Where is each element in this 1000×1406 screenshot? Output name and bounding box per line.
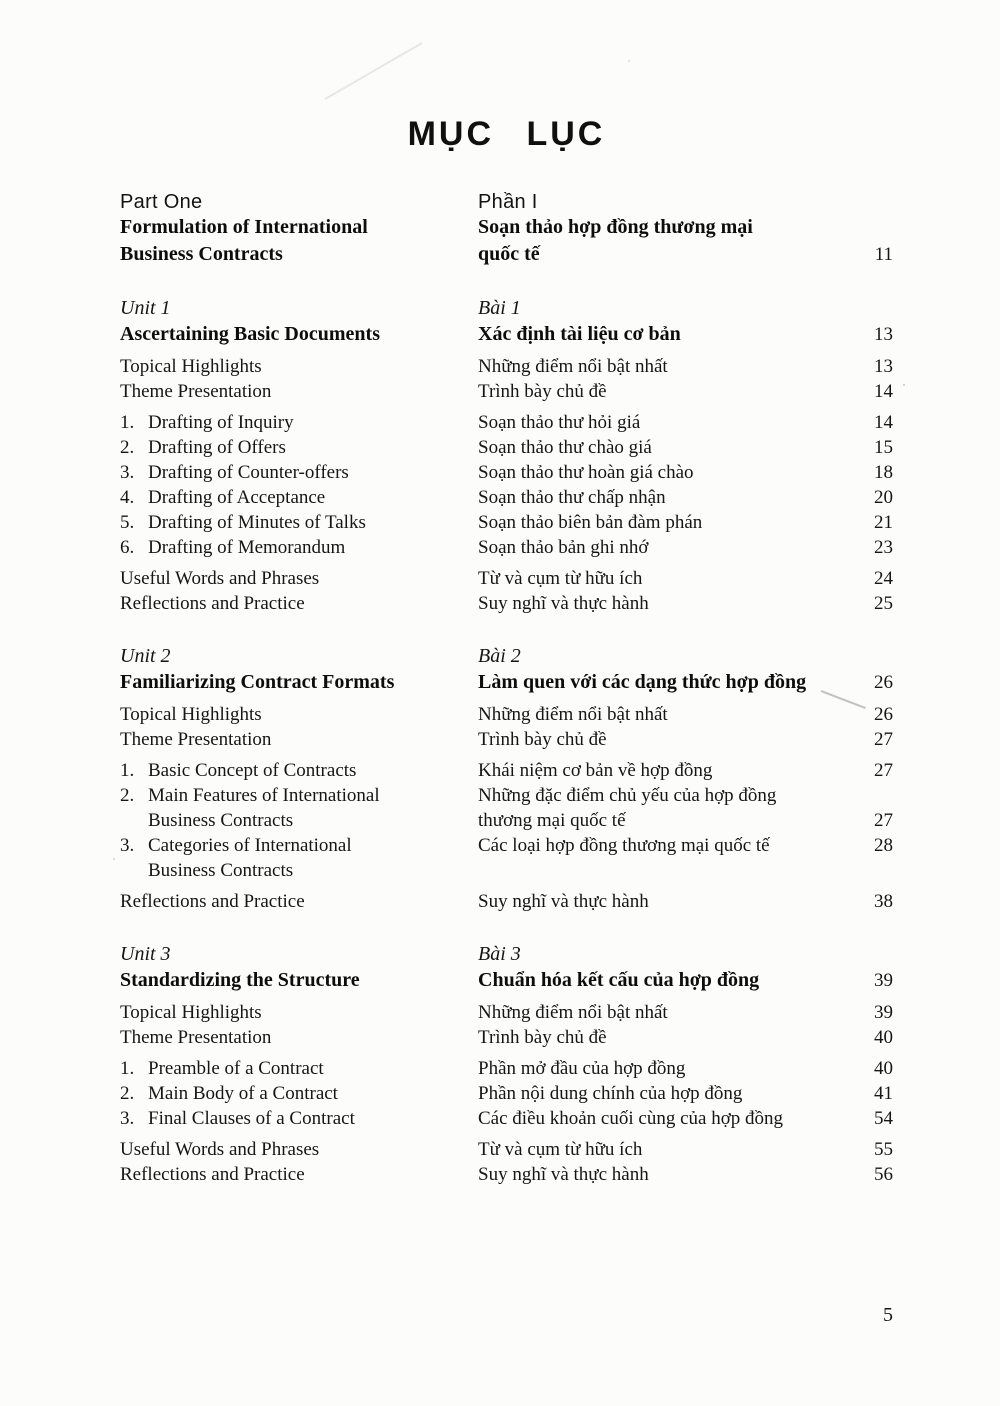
toc-line: [120, 783, 478, 808]
vietnamese-cell: [478, 566, 847, 591]
toc-line: Reflections and Practice: [120, 593, 305, 614]
toc-block: [120, 758, 893, 883]
toc-line: Reflections and Practice: [120, 891, 305, 912]
toc-line: Business Contracts: [120, 243, 283, 265]
toc-line: Từ và cụm từ hữu ích: [478, 568, 643, 589]
vietnamese-cell: [478, 727, 847, 752]
toc-line: Soạn thảo hợp đồng thương mại: [478, 216, 753, 238]
page-number-cell: [847, 889, 893, 914]
english-cell: [120, 833, 478, 883]
vietnamese-cell: [478, 643, 847, 669]
toc-block: [120, 1000, 893, 1050]
english-cell: [120, 485, 478, 510]
toc-line: [120, 1056, 478, 1081]
toc-line: Familiarizing Contract Formats: [120, 671, 395, 693]
vietnamese-cell: [478, 758, 847, 783]
english-cell: [120, 1025, 478, 1050]
item-number: 1.: [120, 1058, 135, 1079]
item-text: Drafting of Minutes of Talks: [148, 512, 366, 533]
page-number-cell: [847, 410, 893, 435]
toc-line: Khái niệm cơ bản về hợp đồng: [478, 760, 713, 781]
page-number: 40: [874, 1027, 893, 1048]
toc-block: [120, 1056, 893, 1131]
english-cell: [120, 702, 478, 727]
vietnamese-cell: [478, 941, 847, 967]
toc-line: Phần I: [478, 191, 538, 213]
english-cell: [120, 354, 478, 379]
page-number-cell: [847, 321, 893, 348]
item-number: 3.: [120, 835, 135, 856]
vietnamese-cell: [478, 591, 847, 616]
section-part-one: [120, 190, 893, 268]
page-number-cell: [847, 214, 893, 268]
toc-line: quốc tế: [478, 243, 540, 265]
toc-line: Những đặc điểm chủ yếu của hợp đồng: [478, 785, 777, 806]
toc-line: Bài 1: [478, 297, 521, 319]
vietnamese-cell: [478, 1137, 847, 1162]
page-number: 21: [874, 512, 893, 533]
vietnamese-cell: [478, 669, 847, 696]
english-cell: [120, 967, 478, 994]
english-cell: [120, 1000, 478, 1025]
item-number: 1.: [120, 760, 135, 781]
item-text: Drafting of Acceptance: [148, 487, 326, 508]
toc-row: [120, 1025, 893, 1050]
english-cell: [120, 783, 478, 833]
toc-row: [120, 702, 893, 727]
page-number-cell: [847, 967, 893, 994]
vietnamese-cell: [478, 410, 847, 435]
page-number-cell: [847, 485, 893, 510]
toc-line: Topical Highlights: [120, 356, 262, 377]
page-number-cell: [847, 1106, 893, 1131]
page-number: 27: [874, 729, 893, 750]
page-number-cell: [847, 833, 893, 883]
item-text: Drafting of Inquiry: [148, 412, 294, 433]
toc-line: Bài 3: [478, 943, 521, 965]
toc-line: Soạn thảo biên bản đàm phán: [478, 512, 703, 533]
page-number: 28: [874, 835, 893, 856]
english-cell: [120, 190, 478, 214]
toc-line: Phần mở đầu của hợp đồng: [478, 1058, 686, 1079]
toc-line: Suy nghĩ và thực hành: [478, 891, 649, 912]
page-number: 15: [874, 437, 893, 458]
toc-row: [120, 535, 893, 560]
vietnamese-cell: [478, 214, 847, 268]
english-cell: [120, 643, 478, 669]
toc-row: [120, 566, 893, 591]
toc-line: Unit 2: [120, 645, 171, 667]
toc-row: [120, 1106, 893, 1131]
page-number-cell: [847, 1056, 893, 1081]
page-number-cell: [847, 669, 893, 696]
page-number: 39: [874, 1002, 893, 1023]
toc-line: Chuẩn hóa kết cấu của hợp đồng: [478, 969, 760, 991]
page-number: 54: [874, 1108, 893, 1129]
page-number: 13: [874, 324, 893, 345]
toc-line: [120, 510, 478, 535]
toc-line: [120, 833, 478, 858]
page-number: 14: [874, 412, 893, 433]
toc-line: Bài 2: [478, 645, 521, 667]
toc-line: Làm quen với các dạng thức hợp đồng: [478, 671, 807, 693]
toc-block: [120, 889, 893, 914]
toc-line: Suy nghĩ và thực hành: [478, 1164, 649, 1185]
item-text: Preamble of a Contract: [148, 1058, 324, 1079]
toc-block: [120, 643, 893, 696]
item-number: 3.: [120, 1108, 135, 1129]
toc-row: [120, 1137, 893, 1162]
page-number-cell: [847, 783, 893, 833]
vietnamese-cell: [478, 702, 847, 727]
vietnamese-cell: [478, 1106, 847, 1131]
page-number: 27: [874, 810, 893, 831]
toc-row: [120, 783, 893, 833]
toc-line: [120, 485, 478, 510]
toc-row: [120, 941, 893, 967]
toc-line: Các loại hợp đồng thương mại quốc tế: [478, 835, 770, 856]
toc-line: Useful Words and Phrases: [120, 568, 320, 589]
toc-line: [120, 435, 478, 460]
toc-block: [120, 941, 893, 994]
toc-line: Theme Presentation: [120, 1027, 272, 1048]
page-number: 24: [874, 568, 893, 589]
item-number: 1.: [120, 412, 135, 433]
item-text: Drafting of Counter-offers: [148, 462, 349, 483]
toc-line: Soạn thảo thư hỏi giá: [478, 412, 641, 433]
toc-block: [120, 702, 893, 752]
page-number-cell: [847, 435, 893, 460]
toc-row: [120, 354, 893, 379]
english-cell: [120, 295, 478, 321]
toc-row: [120, 485, 893, 510]
page-number-cell: [847, 566, 893, 591]
page-number: 25: [874, 593, 893, 614]
toc-row: [120, 727, 893, 752]
toc-line: Useful Words and Phrases: [120, 1139, 320, 1160]
toc-line: [120, 1106, 478, 1131]
toc-line: Xác định tài liệu cơ bản: [478, 323, 681, 345]
toc-line: Suy nghĩ và thực hành: [478, 593, 649, 614]
vietnamese-cell: [478, 295, 847, 321]
toc-line: Soạn thảo thư chấp nhận: [478, 487, 666, 508]
item-number: 2.: [120, 1083, 135, 1104]
toc-line: [120, 535, 478, 560]
toc-line: Unit 3: [120, 943, 171, 965]
page-number-cell: [847, 727, 893, 752]
english-cell: [120, 535, 478, 560]
page-number-cell: [847, 354, 893, 379]
page-number: 41: [874, 1083, 893, 1104]
vietnamese-cell: [478, 321, 847, 348]
vietnamese-cell: [478, 1162, 847, 1187]
toc-line: Soạn thảo thư chào giá: [478, 437, 652, 458]
item-text: Drafting of Offers: [148, 437, 286, 458]
page-number-cell: [847, 758, 893, 783]
english-cell: [120, 321, 478, 348]
toc-line: Từ và cụm từ hữu ích: [478, 1139, 643, 1160]
english-cell: [120, 727, 478, 752]
page-number-cell: [847, 295, 893, 321]
page-number: 13: [874, 356, 893, 377]
page-number: 23: [874, 537, 893, 558]
item-number: 2.: [120, 785, 135, 806]
vietnamese-cell: [478, 190, 847, 214]
page-number: 14: [874, 381, 893, 402]
toc-page: [120, 0, 893, 1326]
toc-row: [120, 510, 893, 535]
toc-row: [120, 758, 893, 783]
english-cell: [120, 758, 478, 783]
toc-line: Business Contracts: [148, 810, 294, 831]
page-number: 18: [874, 462, 893, 483]
page-number-cell: [847, 379, 893, 404]
english-cell: [120, 566, 478, 591]
vietnamese-cell: [478, 354, 847, 379]
toc-row: [120, 643, 893, 669]
toc-line: Những điểm nổi bật nhất: [478, 704, 668, 725]
toc-row: [120, 591, 893, 616]
page-number-cell: [847, 1137, 893, 1162]
toc-line: Ascertaining Basic Documents: [120, 323, 380, 345]
toc-line: thương mại quốc tế: [478, 810, 626, 831]
page-number: 55: [874, 1139, 893, 1160]
section-unit-3: [120, 941, 893, 1187]
vietnamese-cell: [478, 510, 847, 535]
toc-row: [120, 1162, 893, 1187]
vietnamese-cell: [478, 1056, 847, 1081]
toc-line: Unit 1: [120, 297, 171, 319]
toc-row: [120, 967, 893, 994]
vietnamese-cell: [478, 435, 847, 460]
toc-line: Các điều khoản cuối cùng của hợp đồng: [478, 1108, 783, 1129]
vietnamese-cell: [478, 833, 847, 883]
vietnamese-cell: [478, 1025, 847, 1050]
vietnamese-cell: [478, 485, 847, 510]
page-number: 11: [874, 244, 893, 265]
english-cell: [120, 669, 478, 696]
item-number: 5.: [120, 512, 135, 533]
item-text: Categories of International: [148, 835, 352, 856]
scan-speck: [903, 384, 905, 386]
toc-line: Standardizing the Structure: [120, 969, 360, 991]
toc-line: Trình bày chủ đề: [478, 729, 607, 750]
english-cell: [120, 379, 478, 404]
scan-speck: [113, 858, 115, 860]
toc-line: Trình bày chủ đề: [478, 381, 607, 402]
page-number-cell: [847, 591, 893, 616]
toc-row: [120, 669, 893, 696]
vietnamese-cell: [478, 460, 847, 485]
page-number-cell: [847, 1162, 893, 1187]
toc-row: [120, 190, 893, 214]
vietnamese-cell: [478, 1000, 847, 1025]
toc-line: Trình bày chủ đề: [478, 1027, 607, 1048]
english-cell: [120, 1162, 478, 1187]
toc-line: Topical Highlights: [120, 704, 262, 725]
toc-block: [120, 1137, 893, 1187]
page-number: 56: [874, 1164, 893, 1185]
toc-line: Những điểm nổi bật nhất: [478, 1002, 668, 1023]
item-number: 6.: [120, 537, 135, 558]
english-cell: [120, 435, 478, 460]
vietnamese-cell: [478, 967, 847, 994]
toc-block: [120, 354, 893, 404]
vietnamese-cell: [478, 889, 847, 914]
item-number: 2.: [120, 437, 135, 458]
toc-line: Theme Presentation: [120, 729, 272, 750]
page-number: 20: [874, 487, 893, 508]
toc-sections: [120, 190, 893, 1187]
toc-line: Phần nội dung chính của hợp đồng: [478, 1083, 743, 1104]
toc-row: [120, 410, 893, 435]
footer-page-number: 5: [883, 1304, 893, 1326]
toc-row: [120, 1081, 893, 1106]
page-number-cell: [847, 1000, 893, 1025]
toc-row: [120, 321, 893, 348]
toc-line: Soạn thảo thư hoàn giá chào: [478, 462, 694, 483]
page-number-cell: [847, 1081, 893, 1106]
english-cell: [120, 214, 478, 268]
toc-line: Soạn thảo bản ghi nhớ: [478, 537, 649, 558]
page-number-cell: [847, 535, 893, 560]
toc-row: [120, 435, 893, 460]
toc-line: [120, 410, 478, 435]
toc-line: Reflections and Practice: [120, 1164, 305, 1185]
english-cell: [120, 510, 478, 535]
item-number: 4.: [120, 487, 135, 508]
toc-line: [120, 758, 478, 783]
toc-block: [120, 190, 893, 268]
item-number: 3.: [120, 462, 135, 483]
item-text: Main Body of a Contract: [148, 1083, 338, 1104]
toc-line: Theme Presentation: [120, 381, 272, 402]
page-number-cell: [847, 460, 893, 485]
page-number: 40: [874, 1058, 893, 1079]
page-number-cell: [847, 643, 893, 669]
item-text: Final Clauses of a Contract: [148, 1108, 355, 1129]
toc-row: [120, 460, 893, 485]
toc-block: [120, 566, 893, 616]
toc-row: [120, 295, 893, 321]
page-number: 26: [874, 672, 893, 693]
vietnamese-cell: [478, 379, 847, 404]
page-number-cell: [847, 941, 893, 967]
toc-row: [120, 1000, 893, 1025]
english-cell: [120, 591, 478, 616]
page-number: 27: [874, 760, 893, 781]
page-number-cell: [847, 702, 893, 727]
page-number: 39: [874, 970, 893, 991]
toc-line: [120, 1081, 478, 1106]
vietnamese-cell: [478, 783, 847, 833]
section-unit-1: [120, 295, 893, 616]
toc-block: [120, 410, 893, 560]
english-cell: [120, 1056, 478, 1081]
item-text: Basic Concept of Contracts: [148, 760, 357, 781]
toc-row: [120, 833, 893, 883]
toc-row: [120, 214, 893, 268]
page-title: MỤC LỤC: [407, 115, 606, 153]
item-text: Drafting of Memorandum: [148, 537, 346, 558]
page-number: 38: [874, 891, 893, 912]
english-cell: [120, 941, 478, 967]
section-unit-2: [120, 643, 893, 914]
toc-line: Business Contracts: [148, 860, 294, 881]
english-cell: [120, 410, 478, 435]
english-cell: [120, 1106, 478, 1131]
page-number-cell: [847, 510, 893, 535]
toc-line: Part One: [120, 191, 203, 213]
toc-block: [120, 295, 893, 348]
toc-line: [120, 460, 478, 485]
toc-row: [120, 889, 893, 914]
toc-row: [120, 379, 893, 404]
page-number-cell: [847, 190, 893, 214]
toc-row: [120, 1056, 893, 1081]
page-number: 26: [874, 704, 893, 725]
english-cell: [120, 1137, 478, 1162]
toc-line: Topical Highlights: [120, 1002, 262, 1023]
page-number-cell: [847, 1025, 893, 1050]
english-cell: [120, 460, 478, 485]
item-text: Main Features of International: [148, 785, 380, 806]
english-cell: [120, 889, 478, 914]
english-cell: [120, 1081, 478, 1106]
vietnamese-cell: [478, 1081, 847, 1106]
toc-line: Formulation of International: [120, 216, 368, 238]
vietnamese-cell: [478, 535, 847, 560]
toc-line: Những điểm nổi bật nhất: [478, 356, 668, 377]
